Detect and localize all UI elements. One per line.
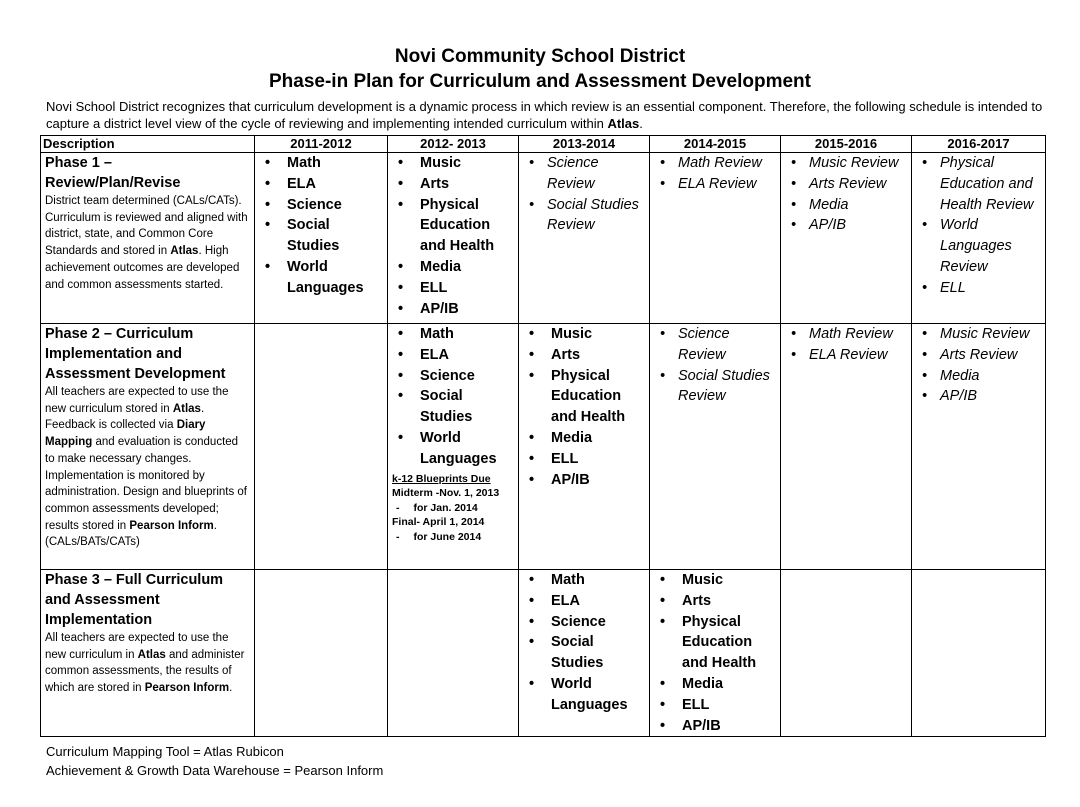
list-item: • Math Review (785, 324, 907, 345)
emphasis-text: Atlas (137, 648, 166, 661)
table-row (41, 570, 1046, 737)
list-item: • World Languages Review (916, 215, 1041, 277)
title-block (0, 44, 1080, 94)
subject-list (392, 324, 514, 470)
list-item: • Science (392, 366, 514, 387)
table-row (41, 153, 1046, 324)
list-item: • Social Studies (523, 632, 645, 674)
final-target (392, 530, 514, 545)
column-header: 2014-2015 (650, 136, 781, 153)
phase-title: Phase 2 – Curriculum Implementation and Assessment Development (45, 326, 226, 382)
year-cell (255, 153, 388, 324)
list-item: • Media (392, 257, 514, 278)
description-text: and administer common assessments, the results of which are stored in (45, 648, 245, 695)
dash-mark: - (396, 530, 400, 543)
phase-description (45, 630, 250, 697)
subject-list (523, 324, 645, 490)
phase-description-cell (41, 570, 255, 737)
final-target-text: for June 2014 (413, 530, 482, 543)
table-body (41, 153, 1046, 737)
list-item: • ELA (259, 174, 383, 195)
description-text: and evaluation is conducted to make necessary changes. Implementation is monitored by administration. Design and blueprints of common assessments developed; results stored in (45, 436, 248, 532)
list-item: • Physical Education and Health Review (916, 153, 1041, 215)
emphasis-text: Diary Mapping (45, 419, 206, 449)
list-item: • Science Review (523, 153, 645, 195)
list-item: • Media (785, 195, 907, 216)
list-item: • Math (259, 153, 383, 174)
subject-list (392, 153, 514, 319)
emphasis-text: Pearson Inform (129, 519, 214, 532)
phase-description-cell (41, 324, 255, 570)
list-item: • Physical Education and Health (654, 612, 776, 674)
subject-list (916, 324, 1041, 407)
list-item: • World Languages (259, 257, 383, 299)
midterm-target (392, 501, 514, 516)
subject-list (785, 153, 907, 236)
list-item: • Media (654, 674, 776, 695)
column-header: 2012- 2013 (388, 136, 519, 153)
column-header: Description (41, 136, 255, 153)
subject-list (523, 153, 645, 236)
year-cell (519, 153, 650, 324)
blueprint-heading: k-12 Blueprints Due (392, 472, 491, 485)
list-item: • Music (654, 570, 776, 591)
subject-list (916, 153, 1041, 299)
list-item: • AP/IB (654, 716, 776, 737)
year-cell (388, 570, 519, 737)
list-item: • World Languages (523, 674, 645, 716)
header-row (41, 136, 1046, 153)
list-item: • Social Studies (259, 215, 383, 257)
phase-title: Phase 3 – Full Curriculum and Assessment Implementation (45, 572, 224, 628)
list-item: • Math Review (654, 153, 776, 174)
list-item: • AP/IB (916, 386, 1041, 407)
list-item: • ELL (654, 695, 776, 716)
list-item: • Media (523, 428, 645, 449)
list-item: • Arts Review (785, 174, 907, 195)
column-header: 2016-2017 (912, 136, 1046, 153)
list-item: • Arts (523, 345, 645, 366)
emphasis-text: Pearson Inform (144, 682, 230, 695)
list-item: • ELA Review (654, 174, 776, 195)
intro-paragraph (46, 98, 1046, 132)
column-header: 2011-2012 (255, 136, 388, 153)
description-text: All teachers are expected to use the new curriculum in (45, 632, 229, 661)
list-item: • Social Studies (392, 386, 514, 428)
emphasis-text: Atlas (172, 402, 201, 415)
list-item: • ELL (523, 449, 645, 470)
midterm-target-text: for Jan. 2014 (413, 501, 478, 514)
year-cell (255, 324, 388, 570)
list-item: • Math (392, 324, 514, 345)
year-cell (255, 570, 388, 737)
phase-title: Phase 1 – Review/Plan/Revise (45, 155, 181, 191)
list-item: • Arts (392, 174, 514, 195)
description-text: . Feedback is collected via (45, 402, 205, 432)
final-date: Final- April 1, 2014 (392, 516, 485, 529)
column-header: 2013-2014 (519, 136, 650, 153)
intro-bold: Atlas (607, 116, 640, 131)
subject-list (654, 570, 776, 736)
list-item: • Physical Education and Health (523, 366, 645, 428)
list-item: • ELA (523, 591, 645, 612)
list-item: • Music Review (785, 153, 907, 174)
list-item: • Math (523, 570, 645, 591)
phase-in-table (40, 135, 1046, 737)
phase-description (45, 193, 250, 293)
document-subtitle: Phase-in Plan for Curriculum and Assessment Development (269, 71, 811, 92)
list-item: • Science (523, 612, 645, 633)
subject-list (654, 324, 776, 407)
list-item: • Media (916, 366, 1041, 387)
list-item: • Music (392, 153, 514, 174)
blueprint-notes (392, 472, 514, 545)
description-text: District team determined (CALs/CATs). Curriculum is reviewed and aligned with district, state, and Common Core Standards and stored in (45, 195, 248, 258)
description-text: . (229, 682, 233, 695)
intro-text: Novi School District recognizes that curriculum development is a dynamic process in which review is an essential component. Therefore, the following schedule is intended to capture a district level view of the cycle of reviewing and implementing intended curriculum within (46, 99, 1043, 131)
year-cell (650, 153, 781, 324)
phase-description-cell (41, 153, 255, 324)
footer-line: Curriculum Mapping Tool = Atlas Rubicon (46, 744, 284, 759)
list-item: • ELA (392, 345, 514, 366)
table-row (41, 324, 1046, 570)
footer-notes (46, 742, 383, 780)
phase-description (45, 384, 250, 551)
year-cell (912, 324, 1046, 570)
list-item: • Arts Review (916, 345, 1041, 366)
year-cell (912, 570, 1046, 737)
list-item: • Music Review (916, 324, 1041, 345)
list-item: • Science Review (654, 324, 776, 366)
year-cell (519, 570, 650, 737)
column-header: 2015-2016 (781, 136, 912, 153)
year-cell (650, 324, 781, 570)
year-cell (912, 153, 1046, 324)
midterm-date: Midterm -Nov. 1, 2013 (392, 487, 500, 500)
year-cell (781, 153, 912, 324)
list-item: • AP/IB (523, 470, 645, 491)
year-cell (781, 570, 912, 737)
list-item: • Music (523, 324, 645, 345)
list-item: • Arts (654, 591, 776, 612)
description-text: . High achievement outcomes are developed and common assessments started. (45, 245, 240, 291)
dash-mark: - (396, 501, 400, 514)
list-item: • World Languages (392, 428, 514, 470)
list-item: • ELL (916, 278, 1041, 299)
subject-list (654, 153, 776, 195)
subject-list (259, 153, 383, 299)
list-item: • AP/IB (785, 215, 907, 236)
emphasis-text: Atlas (170, 245, 199, 258)
year-cell (781, 324, 912, 570)
description-text: . (CALs/BATs/CATs) (45, 519, 217, 549)
year-cell (650, 570, 781, 737)
subject-list (523, 570, 645, 716)
year-cell (519, 324, 650, 570)
footer-line: Achievement & Growth Data Warehouse = Pearson Inform (46, 763, 384, 778)
list-item: • Physical Education and Health (392, 195, 514, 257)
list-item: • ELA Review (785, 345, 907, 366)
list-item: • Social Studies Review (523, 195, 645, 237)
description-text: All teachers are expected to use the new curriculum stored in (45, 386, 229, 415)
year-cell (388, 153, 519, 324)
intro-end: . (639, 116, 643, 131)
list-item: • ELL (392, 278, 514, 299)
list-item: • Social Studies Review (654, 366, 776, 408)
year-cell (388, 324, 519, 570)
subject-list (785, 324, 907, 366)
list-item: • Science (259, 195, 383, 216)
list-item: • AP/IB (392, 299, 514, 320)
document-title: Novi Community School District (394, 46, 686, 67)
